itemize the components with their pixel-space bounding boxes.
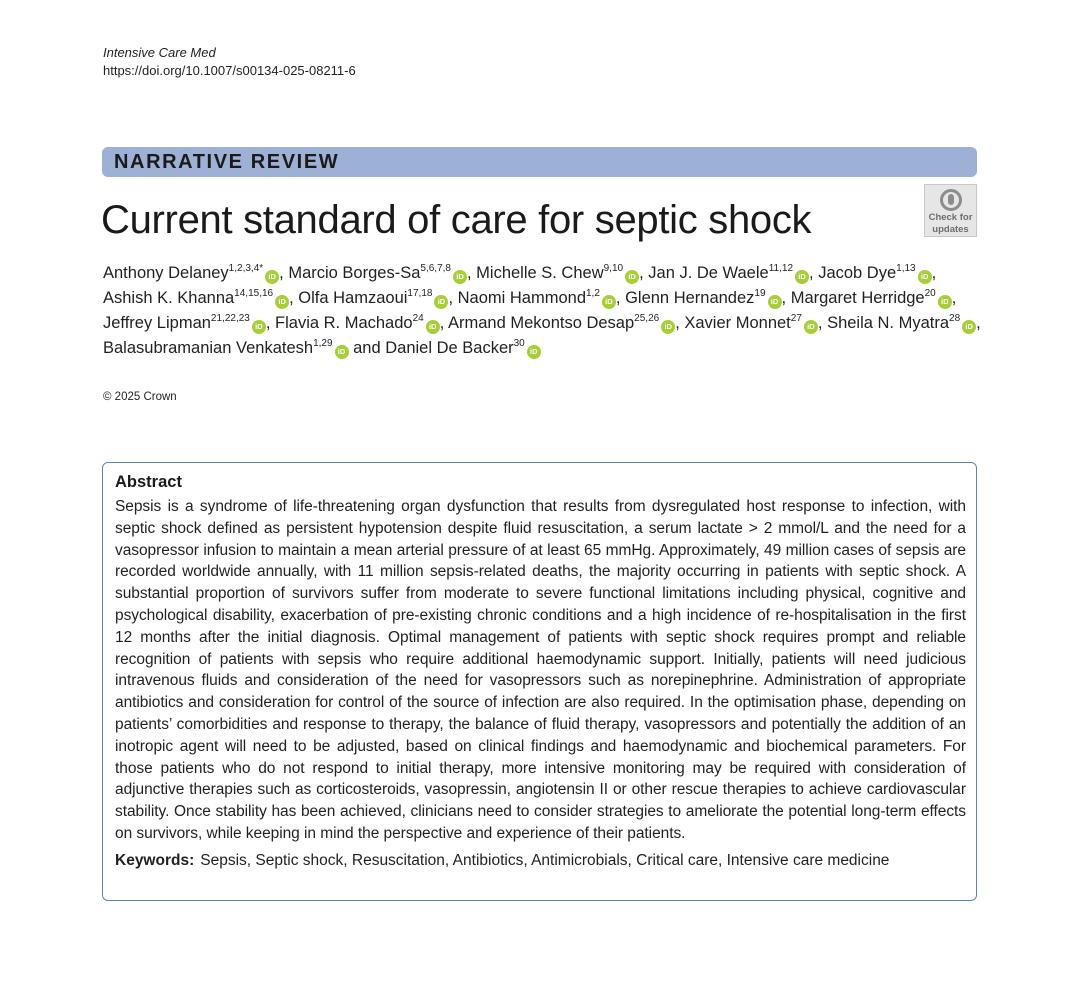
orcid-icon[interactable]: iD	[918, 270, 932, 284]
orcid-icon[interactable]: iD	[804, 320, 818, 334]
keywords-label: Keywords:	[115, 851, 195, 869]
author-name: Marcio Borges-Sa	[288, 264, 421, 282]
orcid-icon[interactable]: iD	[434, 295, 448, 309]
author-name: Flavia R. Machado	[275, 314, 413, 332]
keywords-line	[115, 850, 966, 872]
author-name: Daniel De Backer	[385, 339, 514, 357]
author-item	[625, 289, 781, 307]
author-name: Glenn Hernandez	[625, 289, 755, 307]
orcid-icon[interactable]: iD	[426, 320, 440, 334]
author-affiliation: 1,2,3,4*	[228, 263, 264, 274]
orcid-icon[interactable]: iD	[275, 295, 289, 309]
author-name: Anthony Delaney	[103, 264, 229, 282]
orcid-icon[interactable]: iD	[661, 320, 675, 334]
orcid-icon[interactable]: iD	[335, 345, 349, 359]
keywords-list: Sepsis, Septic shock, Resuscitation, Antibiotics, Antimicrobials, Critical care, Intensive care medicine	[200, 851, 890, 869]
author-item	[103, 289, 289, 307]
author-affiliation: 25,26	[634, 313, 660, 324]
author-name: Jacob Dye	[818, 264, 897, 282]
author-item	[476, 264, 639, 282]
author-name: Sheila N. Myatra	[827, 314, 950, 332]
article-title: Current standard of care for septic shock	[101, 198, 812, 242]
orcid-icon[interactable]: iD	[938, 295, 952, 309]
author-affiliation: 14,15,16	[234, 288, 274, 299]
author-affiliation: 30	[513, 338, 525, 349]
orcid-icon[interactable]: iD	[527, 345, 541, 359]
author-affiliation: 1,2	[586, 288, 600, 299]
author-separator: ,	[289, 289, 299, 307]
article-type-banner: NARRATIVE REVIEW	[102, 147, 977, 177]
journal-header	[103, 44, 356, 80]
author-name: Jeffrey Lipman	[103, 314, 211, 332]
author-item	[298, 289, 448, 307]
author-separator: ,	[809, 264, 819, 282]
abstract-heading: Abstract	[115, 473, 182, 491]
author-affiliation: 1,13	[896, 263, 916, 274]
author-affiliation: 20	[924, 288, 936, 299]
orcid-icon[interactable]: iD	[453, 270, 467, 284]
author-separator: ,	[466, 264, 477, 282]
orcid-icon[interactable]: iD	[625, 270, 639, 284]
author-name: Armand Mekontso Desap	[447, 314, 635, 332]
author-item	[818, 264, 931, 282]
author-item	[458, 289, 616, 307]
author-item	[791, 289, 952, 307]
orcid-icon[interactable]: iD	[768, 295, 782, 309]
orcid-icon[interactable]: iD	[602, 295, 616, 309]
orcid-icon[interactable]: iD	[962, 320, 976, 334]
author-item	[827, 314, 976, 332]
author-affiliation: 9,10	[603, 263, 624, 274]
check-for-updates-label-2: updates	[932, 224, 969, 235]
author-name: Jan J. De Waele	[648, 264, 769, 282]
author-name: Naomi Hammond	[457, 289, 586, 307]
author-name: Margaret Herridge	[790, 289, 925, 307]
author-item	[288, 264, 467, 282]
author-item	[103, 339, 349, 357]
author-separator: ,	[639, 264, 649, 282]
author-name: Olfa Hamzaoui	[298, 289, 408, 307]
author-affiliation: 28	[949, 313, 961, 324]
author-item	[275, 314, 440, 332]
check-for-updates-icon	[940, 189, 962, 211]
author-separator: ,	[439, 314, 448, 332]
author-item	[385, 339, 541, 357]
orcid-icon[interactable]: iD	[265, 270, 279, 284]
author-separator: ,	[951, 289, 957, 307]
check-for-updates-label-1: Check for	[928, 212, 973, 223]
author-item	[448, 314, 675, 332]
author-item	[648, 264, 809, 282]
author-item	[103, 314, 266, 332]
author-name: Balasubramanian Venkatesh	[103, 339, 314, 357]
author-item	[103, 264, 279, 282]
author-affiliation: 21,22,23	[210, 313, 250, 324]
author-affiliation: 11,12	[768, 263, 794, 274]
journal-name: Intensive Care Med	[103, 45, 216, 60]
author-item	[684, 314, 818, 332]
author-list	[103, 261, 983, 361]
author-separator: ,	[675, 314, 685, 332]
abstract-text: Sepsis is a syndrome of life-threatening organ dysfunction that results from dysregulated host response to infection, with septic shock defined as persistent hypotension despite fluid resuscitation, a serum lactate > 2 mmol/L and the need for a vasopressor infusion to maintain a mean arterial pressure of at least 65 mmHg. Approximately, 49 million cases of sepsis are recorded worldwide annually, with 11 million sepsis-related deaths, the majority occurring in patients with septic shock. A substantial proportion of survivors suffer from moderate to severe functional limitations including physical, cognitive and psychological disability, exacerbation of pre-existing chronic conditions and a high incidence of re-hospitalisation in the first 12 months after the initial diagnosis. Optimal management of patients with septic shock requires prompt and reliable recognition of patients with sepsis who require additional haemodynamic support. Initially, patients will need judicious intravenous fluids and consideration of the need for vasopressors such as norepinephrine. Administration of appropriate antibiotics and consideration for control of the source of infection are also required. In the optimisation phase, depending on patients’ comorbidities and response to therapy, the balance of fluid therapy, vasopressors and potentially the addition of an inotropic agent will need to be adjusted, based on clinical findings and haemodynamic and biochemical parameters. For those patients who do not respond to initial therapy, more intensive monitoring may be required with consideration of adjunctive therapies such as corticosteroids, vasopressin, angiotensin II or other rescue therapies to achieve cardiovascular stability. Once stability has been achieved, clinicians need to consider strategies to ameliorate the potential long-term effects on survivors, while keeping in mind the perspective and experience of their patients.	[115, 498, 966, 842]
author-affiliation: 19	[754, 288, 766, 299]
author-affiliation: 17,18	[407, 288, 433, 299]
author-affiliation: 24	[412, 313, 424, 324]
author-separator: ,	[265, 314, 276, 332]
copyright-notice: © 2025 Crown	[103, 391, 177, 403]
author-name: Michelle S. Chew	[476, 264, 604, 282]
author-separator: and	[348, 339, 386, 357]
doi-link[interactable]: https://doi.org/10.1007/s00134-025-08211-6	[103, 63, 356, 78]
author-separator: ,	[931, 264, 937, 282]
author-affiliation: 1,29	[313, 338, 333, 349]
check-for-updates-button[interactable]	[924, 184, 977, 237]
author-separator: ,	[279, 264, 289, 282]
author-separator: ,	[448, 289, 458, 307]
author-affiliation: 5,6,7,8	[420, 263, 451, 274]
author-separator: ,	[817, 314, 828, 332]
author-name: Xavier Monnet	[684, 314, 791, 332]
author-affiliation: 27	[790, 313, 802, 324]
abstract-box	[102, 462, 977, 901]
author-separator: ,	[615, 289, 626, 307]
orcid-icon[interactable]: iD	[795, 270, 809, 284]
author-separator: ,	[781, 289, 791, 307]
orcid-icon[interactable]: iD	[252, 320, 266, 334]
author-name: Ashish K. Khanna	[103, 289, 235, 307]
author-separator: ,	[976, 314, 981, 332]
